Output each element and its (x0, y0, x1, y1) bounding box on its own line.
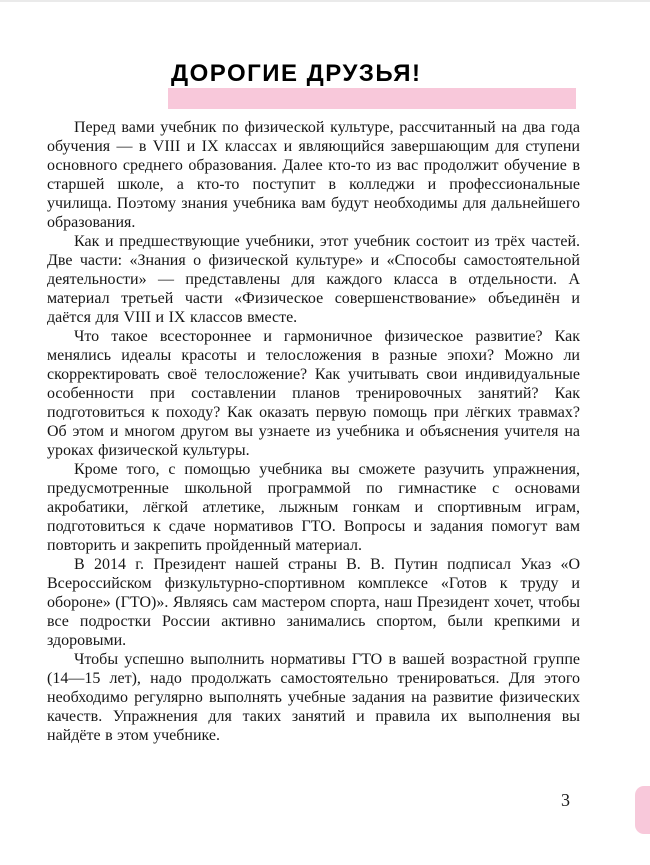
page-number: 3 (561, 790, 570, 810)
page-title: ДОРОГИЕ ДРУЗЬЯ! (171, 60, 422, 87)
paragraph: В 2014 г. Президент нашей страны В. В. Путин подписал Указ «О Всероссийском физкультурно-спортивном комплексе «Готов к труду и обороне» (ГТО)». Являясь сам мастером спорта, наш Президент хочет, чтобы все подростки России активно занимались спортом, были крепкими и здоровыми. (47, 556, 580, 649)
paragraph: Что такое всестороннее и гармоничное физическое развитие? Как менялись идеалы красоты и телосложения в разные эпохи? Можно ли скорректировать своё телосложение? Как учитывать свои индивидуальные особенности при составлении планов тренировочных занятий? Как подготовиться к походу? Как оказать первую помощь при лёгких травмах? Об этом и многом другом вы узнаете из учебника и объяснения учителя на уроках физической культуры. (47, 328, 580, 459)
page-edge-tab (635, 786, 650, 834)
paragraph: Как и предшествующие учебники, этот учебник состоит из трёх частей. Две части: «Знания о физической культуре» и «Способы самостоятельной деятельности» — представлены для каждого класса в отдельности. А материал третьей части «Физическое совершенствование» объединён и даётся для VIII и IX классов вместе. (47, 233, 580, 326)
paragraph: Чтобы успешно выполнить нормативы ГТО в вашей возрастной группе (14—15 лет), надо продолжать самостоятельно тренироваться. Для этого необходимо регулярно выполнять учебные задания на развитие физических качеств. Упражнения для таких занятий и правила их выполнения вы найдёте в этом учебнике. (47, 651, 580, 744)
title-highlight-bar (168, 88, 576, 109)
paragraph: Перед вами учебник по физической культуре, рассчитанный на два года обучения — в VIII и IX классах и являющийся завершающим для ступени основного среднего образования. Далее кто-то из вас продолжит обучение в старшей школе, а кто-то поступит в колледжи и профессиональные училища. Поэтому знания учебника вам будут необходимы для дальнейшего образования. (47, 119, 580, 231)
text-content (47, 118, 580, 745)
title-block (0, 58, 650, 114)
paragraph: Кроме того, с помощью учебника вы сможете разучить упражнения, предусмотренные школьной программой по гимнастике с основами акробатики, лёгкой атлетике, лыжным гонкам и спортивным играм, подготовиться к сдаче нормативов ГТО. Вопросы и задания помогут вам повторить и закрепить пройденный материал. (47, 461, 580, 554)
